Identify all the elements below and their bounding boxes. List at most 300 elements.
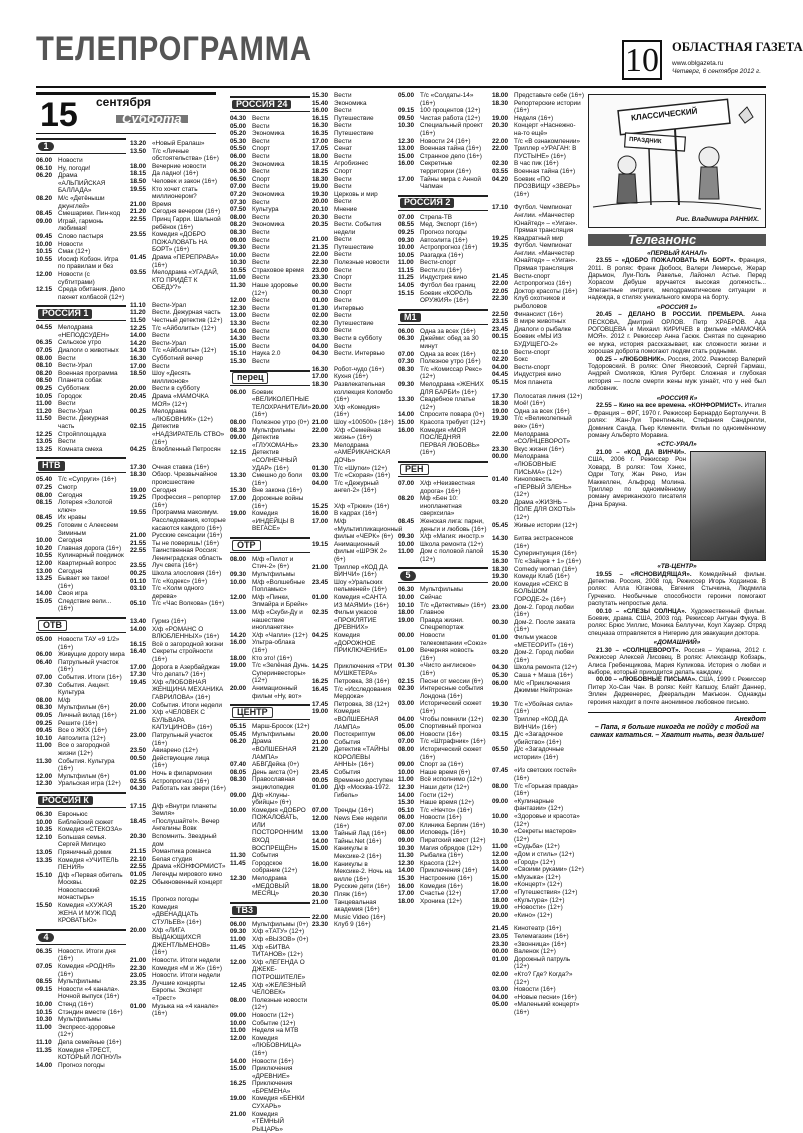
program-row [492, 843, 584, 851]
program-row [398, 548, 488, 563]
program-time: 13.00 [230, 312, 246, 320]
program-title: Вести [252, 274, 270, 282]
program-time: 02.35 [312, 609, 328, 617]
program-time: 10.00 [398, 768, 414, 776]
program-title: Комеди Клаб (16+) [514, 573, 570, 581]
program-time: 03.55 [130, 269, 146, 277]
program-list-otv-cont [130, 618, 226, 793]
program-row [492, 295, 584, 310]
program-title: Ну, погоди! [58, 164, 91, 172]
program-time: 17.30 [130, 463, 146, 471]
program-title: Боевик «КОРОЛЬ ОРУЖИЯ» (16+) [420, 289, 473, 305]
program-row [398, 358, 488, 366]
program-time: 08.05 [230, 768, 246, 776]
program-row [230, 434, 310, 449]
program-row [36, 377, 126, 385]
program-title: Кинотеатр (16+) [514, 925, 562, 933]
program-time: 14.20 [130, 339, 146, 347]
program-row [398, 237, 488, 245]
announce-body: США, 1999 г. Режиссер Питер Хо-Сан Чан. В ролях: Кейт Капшоу, Блайт Даннер, Эллен Дедженерес, Джеральдин Макъюэн. Однажды героиня находит в почте анонимное любовное письмо. [588, 676, 766, 706]
program-row [130, 863, 226, 871]
program-time: 05.00 [492, 1001, 508, 1009]
program-row [36, 195, 126, 210]
program-row [230, 662, 310, 685]
program-time: 00.00 [312, 281, 328, 289]
program-title: Драма «ПЕРЕПРАВА» (16+) [152, 253, 219, 269]
section-title-announce: Телеанонс [588, 234, 766, 246]
program-time: 16.15 [130, 640, 146, 648]
program-title: Счастье (12+) [420, 890, 462, 898]
program-time: 19.00 [230, 510, 246, 518]
program-time: 01.10 [130, 577, 146, 585]
program-title: Вести [334, 152, 352, 160]
program-list-ch5-cont [492, 701, 584, 762]
program-row [130, 904, 226, 927]
program-row [312, 541, 394, 564]
program-time: 23.45 [492, 325, 508, 333]
announce-head: 00.25 – «ЛЮБОВНИК». [596, 355, 666, 363]
program-title: Что делать? (16+) [152, 671, 206, 679]
program-title: Комедия «ВОЛШЕБНАЯ ЛАМПА» [334, 708, 379, 731]
program-time: 12.25 [36, 430, 52, 438]
program-time: 10.00 [36, 240, 52, 248]
program-row [36, 834, 126, 849]
program-time: 10.05 [398, 251, 414, 259]
program-title: Петровка, 38 (12+) [334, 700, 390, 708]
program-time: 11.45 [230, 859, 246, 867]
program-row [492, 701, 584, 716]
program-list-other-cont [492, 925, 584, 1016]
program-row [36, 522, 126, 537]
program-title: Новости (16+) [252, 1057, 294, 1065]
program-title: Патрульный участок (16+) [152, 731, 213, 747]
program-title: Вести [334, 198, 352, 206]
program-time: 14.30 [130, 347, 146, 355]
program-row [492, 866, 584, 874]
program-row [492, 881, 584, 889]
program-title: Чистая работа (12+) [420, 114, 481, 122]
program-row [398, 267, 488, 275]
program-title: Смотр [58, 483, 77, 491]
program-row [492, 393, 584, 401]
program-row [492, 364, 584, 372]
program-title: Шоу «Уральских пельменей» (16+) [334, 578, 387, 594]
program-list-domashniy-cont [492, 393, 584, 530]
program-title: Вести [252, 213, 270, 221]
program-row [492, 1001, 584, 1016]
program-title: Тайный Лад (16+) [334, 830, 387, 838]
program-row [398, 92, 488, 107]
program-row [36, 172, 126, 195]
program-time: 12.25 [130, 324, 146, 332]
program-title: Живые истории (12+) [514, 521, 578, 529]
program-row [398, 617, 488, 632]
program-row [492, 680, 584, 695]
program-row [492, 912, 584, 920]
program-time: 18.30 [312, 175, 328, 183]
program-time: 18.45 [130, 817, 146, 825]
program-row [398, 335, 488, 350]
program-row [398, 107, 488, 115]
program-time: 13.05 [36, 848, 52, 856]
program-time: 08.15 [36, 499, 52, 507]
program-title: Вести-спорт [514, 272, 551, 280]
program-row [312, 708, 394, 731]
program-title: Вести в субботу [152, 385, 200, 393]
program-time: 05.40 [36, 476, 52, 484]
program-title: Петровка, 38 (16+) [334, 677, 390, 685]
program-row [36, 674, 126, 682]
program-title: Все о ЖКХ (16+) [58, 727, 107, 735]
program-row [398, 366, 488, 381]
program-row [130, 269, 226, 292]
program-title: Субботник [58, 385, 90, 393]
program-title: Вести [252, 152, 270, 160]
program-title: Неделя на МТВ [252, 1027, 299, 1035]
program-row [492, 828, 584, 843]
program-row [230, 1035, 310, 1058]
program-time: 20.00 [312, 731, 328, 739]
announce-head: 21.30 – «СОЛНЦЕВОРОТ». [596, 646, 681, 654]
program-time: 21.45 [492, 925, 508, 933]
program-title: Кулинарный поединок [58, 552, 124, 560]
program-time: 18.00 [398, 897, 414, 905]
program-list-kultura [36, 811, 126, 925]
program-row [130, 355, 226, 363]
program-time: 11.00 [492, 843, 508, 851]
program-title: Д/ф «Клуны-убийцы» (6+) [252, 791, 292, 807]
program-time: 22.00 [312, 426, 328, 434]
program-title: Мф «Бен 10: инопланетная сверхсила» [420, 495, 462, 518]
program-title: Вести [334, 213, 352, 221]
program-title: Романтика романса [152, 848, 212, 856]
program-title: Вести-спорт [420, 259, 457, 267]
program-time: 19.35 [492, 242, 508, 250]
program-time: 18.15 [130, 170, 146, 178]
program-title: Личный вклад (16+) [58, 712, 117, 719]
program-row [230, 237, 310, 245]
program-time: 02.30 [492, 715, 508, 723]
program-title: Детектив «ТАЙНЫ КОРОЛЕВЫ АННЫ» (16+) [334, 746, 389, 769]
program-time: 11.35 [36, 1046, 52, 1054]
program-title: АБВГДейка (0+) [252, 761, 300, 769]
program-title: Приключения «БРЕМЕНА» [252, 1080, 293, 1095]
program-title: Вести [252, 335, 270, 343]
program-title: «Кино» (12+) [514, 911, 553, 919]
program-time: 16.00 [398, 160, 414, 168]
program-row [312, 130, 394, 138]
program-time: 06.00 [230, 388, 246, 396]
program-title: Мультфильмы [58, 978, 101, 986]
program-row [230, 252, 310, 260]
program-row [36, 484, 126, 492]
program-title: «Маленький концерт» (16+) [514, 1001, 580, 1016]
program-title: Драма «ЖИЗНЬ – ПОЛЕ ДЛЯ ОХОТЫ» (12+) [514, 498, 576, 522]
channel-logo-rossiya1: РОССИЯ 1 [38, 309, 92, 319]
program-title: События. Акцент. Культура [58, 681, 110, 697]
program-row [130, 325, 226, 333]
program-title: Т/с «Шутки» (12+) [334, 464, 387, 472]
program-time: 11.15 [398, 266, 414, 274]
program-time: 11.25 [398, 274, 414, 282]
program-row [36, 324, 126, 339]
program-title: Комедия «ХУЖАЯ ЖЕНА И МУЖ ПОД КРОВАТЬЮ» [58, 902, 116, 925]
program-row [492, 634, 584, 649]
program-row [312, 609, 394, 632]
program-title: Женская лига: парни, деньги и любовь (16+) [420, 517, 487, 533]
program-row [492, 446, 584, 454]
program-time: 11.20 [36, 407, 52, 415]
program-row [312, 678, 394, 686]
program-time: 14.00 [398, 867, 414, 875]
program-title: Вести [334, 137, 352, 145]
program-title: События [334, 769, 361, 777]
program-time: 04.25 [312, 631, 328, 639]
program-row [398, 829, 488, 837]
program-row [130, 770, 226, 778]
program-time: 06.10 [36, 164, 52, 172]
program-title: Танцевальная академия (16+) [334, 898, 380, 914]
program-title: Спорт [334, 289, 352, 297]
channel-logo-perviy: 1 [38, 142, 54, 152]
program-title: Дом с половой лапой (12+) [420, 548, 484, 563]
program-title: Футбол. Чемпионат Англии. «Манчестер Юнайтед» – «Уиган». Прямая трансляция [514, 204, 578, 235]
program-title: Д/с «Загадочное убийство» (16+) [514, 731, 563, 746]
program-row [230, 115, 310, 123]
program-row [492, 311, 584, 319]
channel-header-otr [230, 537, 310, 553]
program-row [230, 579, 310, 594]
program-row [230, 161, 310, 169]
program-time: 08.55 [398, 221, 414, 229]
program-row [36, 727, 126, 735]
program-time: 21.00 [130, 532, 146, 540]
program-row [36, 780, 126, 788]
program-time: 18.25 [312, 167, 328, 175]
program-title: Каникулы в Мексике-2. Ночь на вилле (16+) [334, 860, 392, 883]
channel-header-ch5 [398, 567, 488, 583]
program-title: События. Культура (16+) [58, 757, 115, 773]
program-time: 09.30 [398, 533, 414, 541]
program-row [398, 594, 488, 602]
program-time: 06.40 [36, 658, 52, 666]
program-title: Обыкновенный концерт [152, 878, 223, 886]
program-title: Вести [252, 327, 270, 335]
program-row [130, 231, 226, 254]
program-time: 07.40 [230, 761, 246, 769]
program-row [312, 92, 394, 100]
program-time: 21.35 [312, 243, 328, 251]
program-time: 03.55 [492, 167, 508, 175]
program-time: 06.00 [230, 920, 246, 928]
program-time: 16.00 [398, 882, 414, 890]
program-time: 01.40 [492, 476, 508, 484]
program-row [230, 130, 310, 138]
program-row [36, 590, 126, 598]
program-time: 21.45 [492, 272, 508, 280]
program-row [36, 811, 126, 819]
program-time: 00.30 [312, 289, 328, 297]
program-title: Т/с «Скорая» (16+) [334, 472, 391, 480]
program-time: 21.00 [312, 563, 328, 571]
program-row [398, 746, 488, 761]
program-row [230, 487, 310, 495]
program-time: 10.55 [36, 255, 52, 263]
program-row [130, 848, 226, 856]
program-title: Интересные события Лондона (16+) [420, 685, 484, 700]
program-title: Концерт «Наснежно-на-то ещё» [514, 122, 576, 137]
program-row [398, 214, 488, 222]
program-row [130, 178, 226, 186]
channel-logo-otr: ОТР [232, 540, 261, 552]
program-time: 07.20 [230, 190, 246, 198]
program-title: Т/с «Великолепный век» (16+) [514, 415, 572, 430]
program-time: 15.30 [312, 92, 328, 99]
program-time: 13.30 [230, 472, 246, 480]
program-time: 16.00 [492, 881, 508, 889]
program-title: Человек и закон (16+) [152, 177, 218, 185]
program-title: «Звонница» (16+) [514, 940, 567, 948]
program-row [312, 259, 394, 267]
channel-header-kultura [36, 792, 126, 808]
program-row [36, 286, 126, 301]
program-time: 10.00 [36, 1001, 52, 1008]
program-row [36, 819, 126, 827]
program-time: 16.00 [312, 107, 328, 115]
program-row [130, 423, 226, 446]
program-row [230, 495, 310, 510]
program-time: 17.05 [312, 145, 328, 153]
program-title: Комедия «ДОРОЖНОЕ ПРИКЛЮЧЕНИЕ» [334, 631, 388, 655]
program-time: 10.00 [492, 813, 508, 821]
program-title: Авиарено (12+) [152, 747, 198, 755]
program-row [36, 499, 126, 514]
program-list-other [398, 807, 488, 906]
program-time: 19.15 [312, 540, 328, 548]
program-title: «Чисто англиское» (16+) [420, 662, 477, 677]
program-time: 21.00 [130, 709, 146, 717]
program-time: 23.30 [312, 921, 328, 929]
program-row [130, 803, 226, 818]
program-time: 11.00 [230, 936, 246, 943]
program-title: Правда жизни. Спецрепортаж [420, 616, 464, 632]
program-time: 21.20 [130, 208, 146, 216]
program-time: 10.00 [230, 578, 246, 586]
program-title: Очная ставка (16+) [152, 463, 209, 471]
program-time: 07.00 [398, 350, 414, 358]
program-time: 05.20 [230, 130, 246, 138]
program-title: Полезное утро (16+) [420, 358, 481, 366]
program-title: Индустрия кино [514, 371, 561, 379]
program-row [130, 140, 226, 148]
program-time: 09.00 [492, 797, 508, 805]
program-time: 23.15 [492, 318, 508, 326]
program-time: 19.00 [398, 616, 414, 624]
program-time: 03.15 [492, 731, 508, 739]
announce-head: 23.55 – «ДОБРО ПОЖАЛОВАТЬ НА БОРТ». [596, 257, 736, 265]
program-time: 08.00 [398, 745, 414, 753]
program-row [130, 201, 226, 209]
program-row [130, 618, 226, 626]
program-title: Комедия «САНТА ИЗ МАЯМИ» (16+) [334, 594, 389, 609]
program-title: Русские дети (16+) [334, 883, 390, 891]
program-row [230, 138, 310, 146]
program-title: Вести [334, 327, 352, 335]
program-title: Триллер «КОД ДА ВИНЧИ» (16+) [514, 715, 568, 731]
program-time: 19.00 [130, 486, 146, 494]
program-time: 09.45 [36, 232, 52, 240]
program-title: Комедия «СЕКС В БОЛЬШОМ ГОРОДЕ-2» (16+) [514, 580, 569, 603]
cartoon-sign-classic: КЛАССИЧЕСКИЙ [630, 106, 698, 123]
program-time: 05.10 [130, 600, 146, 608]
program-row [312, 784, 394, 799]
program-time: 18.30 [312, 380, 328, 388]
program-title: Одна за всех (16+) [420, 350, 476, 358]
program-title: Временно доступен [334, 776, 393, 784]
program-time: 03.30 [312, 335, 328, 342]
program-title: Вести [334, 122, 352, 130]
program-time: 09.00 [398, 761, 414, 769]
program-row [36, 362, 126, 370]
program-title: Вести [252, 122, 270, 130]
program-row [312, 815, 394, 830]
program-title: «Город» (12+) [514, 858, 556, 866]
program-time: 22.00 [492, 145, 508, 153]
program-time: 21.00 [130, 956, 146, 964]
program-time: 02.15 [130, 423, 146, 431]
program-row [230, 267, 310, 275]
channel-logo-rossiya2: РОССИЯ 2 [400, 198, 454, 208]
program-row [492, 349, 584, 357]
program-title: Вести [334, 183, 352, 191]
program-time: 04.30 [312, 350, 328, 358]
program-row [492, 558, 584, 566]
program-row [130, 965, 226, 973]
program-time: 19.30 [492, 573, 508, 581]
program-time: 17.00 [312, 518, 328, 526]
program-time: 19.00 [492, 114, 508, 122]
program-time: 13.00 [36, 567, 52, 575]
program-title: Д/ф «Внутри планеты Земля» [152, 802, 217, 818]
program-title: «Новые песни» (16+) [514, 993, 577, 1001]
program-time: 11.45 [230, 943, 246, 951]
program-row [312, 183, 394, 191]
program-time: 08.20 [36, 194, 52, 202]
program-title: «Новости» (12+) [514, 904, 563, 912]
program-time: 12.15 [230, 449, 246, 457]
announce-item [588, 647, 766, 677]
program-row [230, 738, 310, 761]
program-time: 01.00 [130, 769, 146, 777]
program-time: 05.15 [492, 378, 508, 386]
program-time: 01.00 [312, 784, 328, 792]
program-row [230, 259, 310, 267]
program-row [230, 944, 310, 959]
program-time: 04.20 [492, 175, 508, 183]
announce-body: Франция, 2011. В ролях: Франк Дюбоск, Валери Лемерсье, Жерар Дарьмон, Луи-Поль Ракелье, Лайонел Астье. Перед Хорасом Дебуше вручается высокая должность... Элегантные интриги, мелодраматические ситуации и надежда, в стилях уникального юмора на борту. [588, 257, 766, 302]
program-title: Хроника (12+) [420, 897, 462, 905]
program-list-ntv-cont [130, 464, 226, 608]
channel-header-ch4 [36, 929, 126, 945]
program-time: 20.00 [230, 684, 246, 692]
program-row [130, 585, 226, 600]
program-title: Вести. Дежурная часть [58, 415, 109, 430]
program-time: 18.30 [492, 99, 508, 107]
program-time: 08.00 [230, 213, 246, 221]
program-title: Новости «4 канала». Ночной выпуск (16+) [58, 985, 120, 1001]
program-row [130, 148, 226, 163]
program-title: Наши дети (12+) [420, 783, 470, 791]
